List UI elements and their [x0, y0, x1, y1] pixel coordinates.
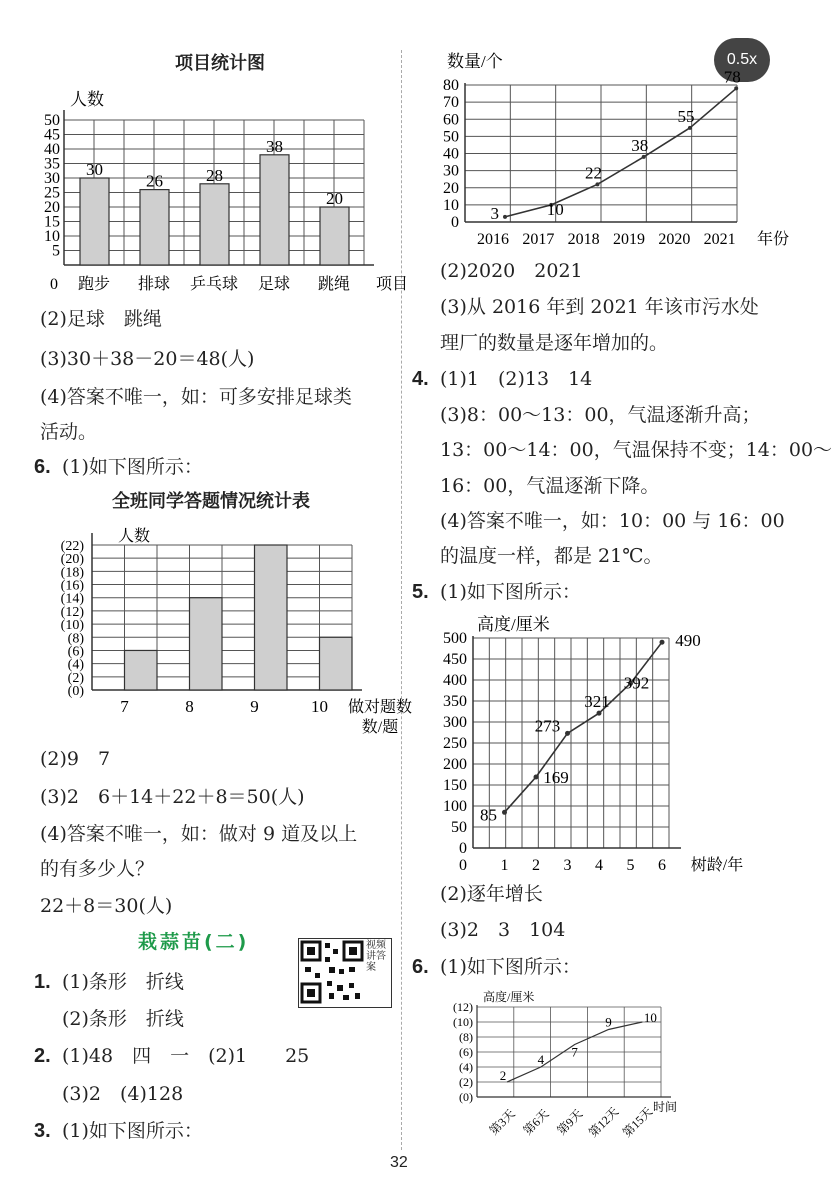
data-point — [734, 86, 738, 90]
x-tick-label: 乒乓球 — [189, 276, 239, 293]
y-tick-label: (12) — [453, 1000, 473, 1014]
x-tick-label: 7 — [120, 697, 129, 716]
y-tick-label: (20) — [60, 552, 84, 568]
data-point — [595, 182, 599, 186]
page-number: 32 — [390, 1154, 408, 1171]
bar — [190, 598, 223, 690]
q6-4-answer-line2: 的有多少人？ — [40, 858, 155, 880]
x-axis-label-unit: 数/题 — [361, 719, 399, 736]
y-tick-label: 450 — [443, 651, 467, 668]
y-tick-label: (12) — [60, 604, 84, 620]
qr-label: 视频讲答案 — [366, 940, 386, 973]
data-label: 55 — [677, 106, 695, 126]
q6-1-answer: (1)如下图所示： — [62, 456, 203, 478]
y-tick-label: 10 — [443, 196, 459, 214]
y-tick-label: 350 — [443, 693, 467, 710]
y-axis-label: 人数 — [70, 90, 104, 109]
y-tick-label: 400 — [443, 672, 467, 689]
x-tick-label: 第12天 — [586, 1104, 622, 1140]
q4-1-answer: (1)1 (2)13 14 — [440, 368, 593, 390]
y-tick-label: 50 — [451, 819, 467, 836]
y-tick-label: (10) — [453, 1015, 473, 1029]
y-tick-label: 30 — [443, 162, 459, 180]
data-point — [642, 155, 646, 159]
chart-garlic-height-line — [435, 985, 715, 1140]
s1-2-answer: (2)条形 折线 — [62, 1008, 184, 1030]
s2-number: 2. — [34, 1045, 51, 1067]
chart-answers-bar — [30, 525, 413, 740]
x-tick-label: 3 — [563, 857, 572, 874]
chart-project-bar — [30, 85, 409, 300]
y-tick-label: (6) — [67, 644, 84, 660]
x-tick-label: 9 — [250, 697, 259, 716]
x-tick-label: 6 — [658, 857, 666, 874]
y-axis-label: 高度/厘米 — [483, 990, 535, 1004]
data-label: 169 — [543, 768, 569, 788]
x-tick-label: 2018 — [567, 231, 600, 248]
data-label: 490 — [675, 631, 701, 651]
y-tick-label: 20 — [443, 179, 459, 197]
data-label: 392 — [623, 673, 650, 693]
q6-4-answer-line1: (4)答案不唯一，如：做对 9 道及以上 — [40, 823, 358, 845]
zoom-badge[interactable]: 0.5x — [714, 38, 770, 82]
q6-number: 6. — [34, 456, 51, 478]
q3-3-answer-line1: (3)从 2016 年到 2021 年该市污水处 — [440, 296, 759, 318]
q6-4-answer-line3: 22＋8＝30(人) — [40, 895, 173, 917]
y-tick-label: 500 — [443, 630, 467, 647]
y-tick-label: (6) — [459, 1045, 473, 1059]
y-tick-label: 60 — [443, 111, 459, 129]
y-tick-label: (2) — [67, 670, 84, 686]
q4-4-answer-line2: 的温度一样，都是 21℃。 — [440, 545, 663, 567]
y-tick-label: (0) — [67, 684, 84, 699]
y-tick-label: 50 — [443, 128, 459, 146]
y-axis-label: 人数 — [118, 528, 151, 545]
y-axis-label: 数量/个 — [447, 52, 503, 71]
data-label: 38 — [631, 135, 649, 155]
data-point — [565, 731, 570, 736]
y-tick-label: (14) — [60, 591, 84, 607]
y-tick-label: 0 — [50, 276, 58, 293]
x-tick-label: 10 — [311, 697, 328, 716]
y-tick-label: 45 — [44, 126, 60, 144]
q5-2-answer: (2)逐年增长 — [440, 883, 543, 905]
y-tick-label: 0 — [451, 214, 459, 231]
y-tick-label: (8) — [459, 1030, 473, 1044]
q3-2-answer: (2)2020 2021 — [440, 260, 583, 282]
y-tick-label: (8) — [67, 631, 84, 647]
q5-3-answer: (3)2 3 104 — [440, 919, 566, 941]
bar — [200, 184, 229, 265]
section-title: 栽蒜苗(二) — [138, 931, 250, 953]
data-label: 2 — [499, 1068, 507, 1083]
x-tick-label: 足球 — [257, 276, 291, 293]
x-tick-label: 第15天 — [619, 1104, 656, 1140]
q6-1-answer-right: (1)如下图所示： — [440, 956, 581, 978]
q3-3-answer-line2: 理厂的数量是逐年增加的。 — [440, 332, 669, 354]
y-tick-label: (2) — [459, 1075, 473, 1089]
x-tick-label: 1 — [500, 857, 509, 874]
y-tick-label: 20 — [44, 199, 60, 216]
y-tick-label: (10) — [60, 618, 84, 634]
x-tick-label: 2021 — [703, 231, 736, 248]
y-tick-label: 0 — [459, 840, 467, 857]
x-tick-label: 2016 — [477, 231, 509, 248]
x-axis-label: 项目 — [375, 276, 409, 293]
q6-3-answer: (3)2 6＋14＋22＋8＝50(人) — [40, 786, 305, 808]
x-tick-label: 2017 — [522, 231, 555, 248]
bar — [140, 190, 169, 265]
x-tick-label: 2 — [532, 857, 540, 874]
data-label: 85 — [480, 805, 497, 825]
bar — [320, 207, 349, 265]
chart-plant-count-line — [425, 45, 790, 250]
y-tick-label: 100 — [443, 798, 467, 815]
y-tick-label: (4) — [459, 1060, 473, 1074]
x-axis-label: 时间 — [652, 1100, 678, 1114]
q5-1-answer: (1)如下图所示： — [440, 581, 581, 603]
x-tick-label: 跑步 — [77, 276, 111, 293]
qr-pattern-icon — [299, 939, 365, 1005]
data-point — [502, 810, 507, 815]
x-tick-label: 0 — [459, 857, 467, 874]
q4-3-answer-line3: 16：00，气温逐渐下降。 — [440, 475, 660, 497]
q6-number-right: 6. — [412, 956, 429, 978]
x-axis-label: 做对题数 — [347, 699, 413, 716]
s1-1-answer: (1)条形 折线 — [62, 971, 184, 993]
q4-number: 4. — [412, 368, 429, 390]
x-tick-label: 5 — [626, 857, 635, 874]
y-tick-label: 25 — [44, 184, 60, 202]
data-label: 273 — [534, 716, 561, 736]
series-line — [505, 642, 663, 812]
data-label: 4 — [537, 1052, 545, 1067]
y-tick-label: (22) — [60, 539, 84, 554]
data-label: 3 — [490, 203, 499, 223]
q5-4-answer-line2: 活动。 — [40, 421, 98, 443]
y-tick-label: 300 — [443, 714, 467, 731]
data-point — [534, 775, 539, 780]
y-tick-label: 35 — [44, 155, 60, 173]
bar — [320, 637, 353, 690]
y-axis-label: 高度/厘米 — [477, 615, 550, 634]
y-tick-label: (0) — [459, 1090, 473, 1104]
bar — [80, 178, 109, 265]
data-label: 10 — [643, 1010, 657, 1025]
data-label: 9 — [605, 1014, 612, 1030]
bar — [125, 650, 158, 690]
x-tick-label: 排球 — [137, 276, 171, 293]
x-tick-label: 第3天 — [486, 1106, 518, 1138]
y-tick-label: 40 — [443, 145, 459, 163]
bar-value-label: 38 — [266, 136, 283, 156]
s2-2-answer: (3)2 (4)128 — [62, 1083, 184, 1105]
data-point — [660, 640, 665, 645]
data-label: 78 — [723, 67, 741, 87]
data-label: 22 — [584, 163, 602, 183]
x-tick-label: 2019 — [613, 231, 645, 248]
column-divider — [401, 50, 402, 1150]
y-tick-label: (18) — [60, 565, 84, 581]
y-tick-label: 250 — [443, 735, 467, 752]
s1-number: 1. — [34, 971, 51, 993]
y-tick-label: 30 — [44, 170, 60, 187]
bar — [255, 545, 288, 690]
q4-3-answer-line2: 13：00～14：00，气温保持不变；14：00～ — [440, 439, 832, 461]
y-tick-label: 200 — [443, 756, 467, 773]
q4-4-answer-line1: (4)答案不唯一，如：10：00 与 16：00 — [440, 510, 785, 532]
bar-value-label: 20 — [326, 189, 343, 208]
x-axis-label: 树龄/年 — [690, 857, 744, 874]
y-tick-label: (16) — [60, 578, 84, 594]
s2-1-answer: (1)48 四 一 (2)1 25 — [62, 1045, 310, 1067]
data-label: 321 — [584, 692, 610, 712]
series-line — [505, 88, 736, 216]
bar-value-label: 26 — [146, 171, 163, 191]
s3-1-answer: (1)如下图所示： — [62, 1120, 203, 1142]
data-label: 10 — [546, 199, 564, 219]
q4-3-answer-line1: (3)8：00～13：00，气温逐渐升高； — [440, 404, 761, 426]
chart2-title: 全班同学答题情况统计表 — [112, 491, 310, 512]
y-tick-label: (4) — [67, 657, 84, 673]
bar — [260, 155, 289, 265]
x-tick-label: 第9天 — [554, 1106, 586, 1138]
chart1-title: 项目统计图 — [175, 53, 265, 74]
q5-4-answer-line1: (4)答案不唯一，如：可多安排足球类 — [40, 386, 352, 408]
bar-value-label: 28 — [206, 165, 223, 185]
x-tick-label: 8 — [185, 697, 194, 716]
y-tick-label: 10 — [44, 228, 60, 245]
y-tick-label: 70 — [443, 94, 459, 112]
q5-number: 5. — [412, 581, 429, 603]
data-point — [503, 215, 507, 219]
y-tick-label: 40 — [44, 141, 60, 158]
y-tick-label: 150 — [443, 777, 467, 794]
data-point — [688, 126, 692, 130]
y-tick-label: 80 — [443, 77, 459, 94]
y-tick-label: 50 — [44, 112, 60, 129]
data-point — [597, 711, 602, 716]
y-tick-label: 15 — [44, 213, 60, 231]
q5-3-answer: (3)30＋38－20＝48(人) — [40, 348, 255, 370]
bar-value-label: 30 — [86, 160, 103, 179]
data-label: 7 — [571, 1044, 578, 1060]
x-axis-label: 年份 — [756, 231, 790, 248]
x-tick-label: 4 — [595, 857, 603, 874]
x-tick-label: 第6天 — [520, 1106, 552, 1138]
x-tick-label: 2020 — [658, 231, 691, 248]
chart-tree-height-line — [425, 612, 795, 872]
x-tick-label: 跳绳 — [317, 276, 351, 293]
q5-2-answer: (2)足球 跳绳 — [40, 308, 162, 330]
q6-2-answer: (2)9 7 — [40, 748, 111, 770]
y-tick-label: 5 — [52, 242, 60, 260]
s3-number: 3. — [34, 1120, 51, 1142]
